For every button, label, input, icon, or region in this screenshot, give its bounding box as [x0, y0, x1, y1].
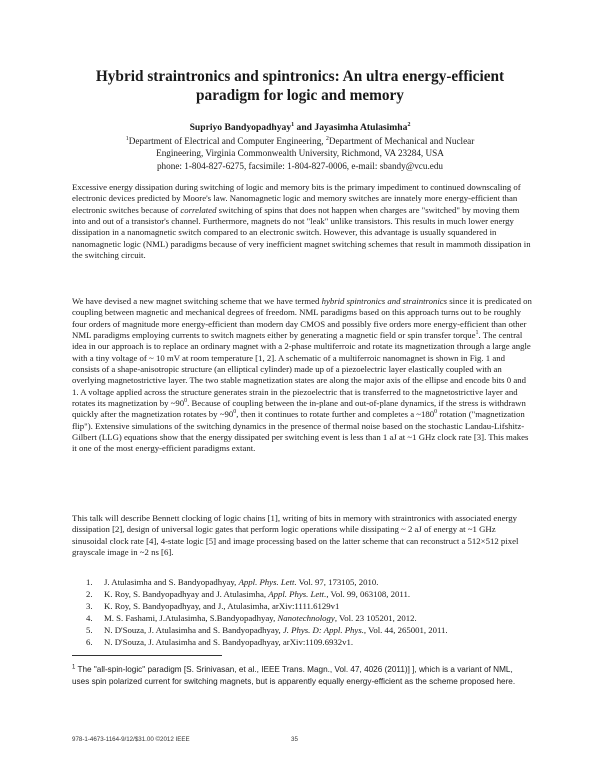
reference-text: K. Roy, S. Bandyopadhyay and J. Atulasimha, [104, 589, 269, 600]
aff-sup-2: 2 [325, 135, 329, 142]
aff-part-2: Department of Mechanical and Nuclear [328, 136, 475, 146]
para1-emphasis: correlated [180, 204, 217, 215]
reference-journal: Appl. Phys. Lett. [268, 589, 327, 600]
reference-item [86, 612, 526, 624]
para2-text-e: , then it continues to rotate further and completes a ~180 [236, 409, 435, 420]
reference-item [86, 636, 526, 648]
footnote-divider [72, 655, 222, 656]
reference-journal: Appl. Phys. Lett. [238, 577, 297, 587]
para1-text-a: Excessive energy dissipation during switching of logic and memory bits is the primary impediment to continued downscaling of electronic devices predicted by Moore's law. Nanomagnetic logic and memory switches are innately more energy-efficient than electronic switches because of [72, 182, 521, 215]
author-1-sup: 1 [291, 121, 295, 128]
para2-text-f: rotation ("magnetization flip"). Extensive simulations of the switching dynamics in the presence of thermal noise based on the stochastic Landau-Lifshitz-Gilbert (LLG) equations show that the energy dissipated per switching event is less than 1 aJ at ~1 GHz clock rate [3]. This makes it one of the most energy-efficient paradigms extant. [72, 409, 529, 454]
author-and: and [294, 122, 315, 133]
para2-degree-3: 0 [434, 409, 438, 416]
reference-text: N. D'Souza, J. Atulasimha and S. Bandyopadhyay, [104, 625, 283, 636]
reference-number: 2. [86, 589, 93, 600]
author-names [110, 122, 490, 134]
title-line-2: paradigm for logic and memory [196, 87, 404, 104]
reference-details: , Vol. 44, 265001, 2011. [363, 625, 448, 636]
reference-text: K. Roy, S. Bandyopadhyay, and J., Atulasimha, arXiv:1111.6129v1 [104, 601, 340, 612]
paragraph-3 [72, 513, 532, 558]
paragraph-2 [72, 296, 532, 455]
reference-journal: J. Phys. D: Appl. Phys. [282, 625, 364, 636]
author-1: Supriyo Bandyopadhyay [189, 122, 292, 133]
para2-emphasis: hybrid spintronics and straintronics [321, 296, 448, 306]
footnote-marker: 1 [72, 664, 76, 671]
aff-sup-1: 1 [125, 135, 129, 142]
page-number: 35 [291, 736, 298, 743]
reference-number: 5. [86, 625, 93, 636]
para2-text-b: since it is predicated on coupling between magnetic and mechanical degrees of freedom. NML paradigms based on this approach turns out to be roughly four orders of magnitude more energy-efficient than modern day CMOS and possibly five orders more energy-efficient than other NML paradigms employing currents to switch magnets either by generating a magnetic field or spin transfer torque [72, 296, 532, 341]
reference-details: Vol. 97, 173105, 2010. [296, 577, 379, 587]
reference-number: 1. [86, 577, 93, 587]
aff-part-1: Department of Electrical and Computer Engineering, [128, 136, 326, 146]
author-2: Jayasimha Atulasimha [314, 122, 408, 133]
para2-text-a: We have devised a new magnet switching scheme that we have termed [72, 296, 322, 306]
reference-number: 6. [86, 637, 93, 648]
reference-number: 3. [86, 601, 93, 612]
para2-text-c: . The central idea in our approach is to replace an ordinary magnet with a 2-phase multiferroic and rotate its magnetization through a large angle with a tiny voltage of ~ 10 mV at room temperature [1, 2]. A schematic of a multiferroic nanomagnet is shown in Fig. 1 and consists of a shape-anisotropic structure (an elliptical cylinder) made up of a piezoelectric layer elastically coupled with an overlying magnetostrictive layer. The two stable magnetization states are along the major axis of the ellipse and encode bits 0 and 1. A voltage applied across the structure generates strain in the piezoelectric that is transferred to the magnetostrictive layer and rotates its magnetization by ~90 [72, 330, 531, 409]
reference-item [86, 588, 526, 600]
affiliation-line-2: Engineering, Virginia Commonwealth University, Richmond, VA 23284, USA [156, 148, 444, 159]
para2-text-d: . Because of coupling between the in-plane and out-of-plane dynamics, if the stress is withdrawn quickly after the magnetization rotates by ~90 [72, 398, 526, 420]
author-2-sup: 2 [407, 121, 411, 128]
copyright-line: 978-1-4673-1164-9/12/$31.00 ©2012 IEEE [72, 736, 190, 743]
para2-degree-1: 0 [184, 398, 188, 405]
affiliation-line-1 [110, 135, 490, 147]
reference-list [86, 576, 526, 649]
reference-item [86, 576, 526, 588]
reference-text: M. S. Fashami, J.Atulasimha, S.Bandyopadhyay, [104, 613, 278, 624]
para1-text-b: switching of spins that does not happen when charges are "switched" by moving them into and out of a transistor's channel. Furthermore, magnets do not "leak" unlike transistors. This results in much lower energy dissipation in a nanomagnetic switch compared to an electronic switch. However, this advantage is usually squandered in nanomagnetic logic (NML) paradigms because of very inefficient magnet switching schemes that result in mammoth dissipation in the switching circuit. [72, 204, 531, 261]
title-line-1: Hybrid straintronics and spintronics: An ultra energy-efficient [95, 68, 505, 85]
reference-text: J. Atulasimha and S. Bandyopadhyay, [104, 577, 239, 587]
para2-footnote-marker: 1 [475, 330, 479, 337]
paragraph-1 [72, 182, 532, 261]
author-block [110, 122, 490, 172]
contact-line: phone: 1-804-827-6275, facsimile: 1-804-827-0006, e-mail: sbandy@vcu.edu [156, 160, 444, 171]
reference-journal: Nanotechnology [277, 613, 335, 624]
paper-title [60, 67, 540, 105]
reference-item [86, 624, 526, 636]
reference-text: N. D'Souza, J. Atulasimha and S. Bandyopadhyay, arXiv:1109.6932v1. [104, 637, 354, 648]
reference-number: 4. [86, 613, 93, 624]
reference-details: , Vol. 23 105201, 2012. [334, 613, 417, 624]
para3-text: This talk will describe Bennett clocking of logic chains [1], writing of bits in memory with straintronics with associated energy dissipation [2], design of universal logic gates that perform logic operations while dissipating ~ 2 aJ of energy at ~1 GHz sinusoidal clock rate [4], 4-state logic [5] and image processing based on the latter scheme that can reconstruct a 512×512 pixel grayscale image in ~2 ns [6]. [72, 513, 519, 558]
footnote [72, 664, 527, 687]
para2-degree-2: 0 [233, 409, 237, 416]
reference-item [86, 600, 526, 612]
page-footer [72, 736, 528, 746]
footnote-text: The "all-spin-logic" paradigm [S. Srinivasan, et al., IEEE Trans. Magn., Vol. 47, 4026 (2011)] ], which is a variant of NML, uses spin polarized current for switching magnets, but is apparently equally energy-efficient as the scheme proposed here. [72, 665, 516, 686]
reference-details: , Vol. 99, 063108, 2011. [326, 589, 411, 600]
